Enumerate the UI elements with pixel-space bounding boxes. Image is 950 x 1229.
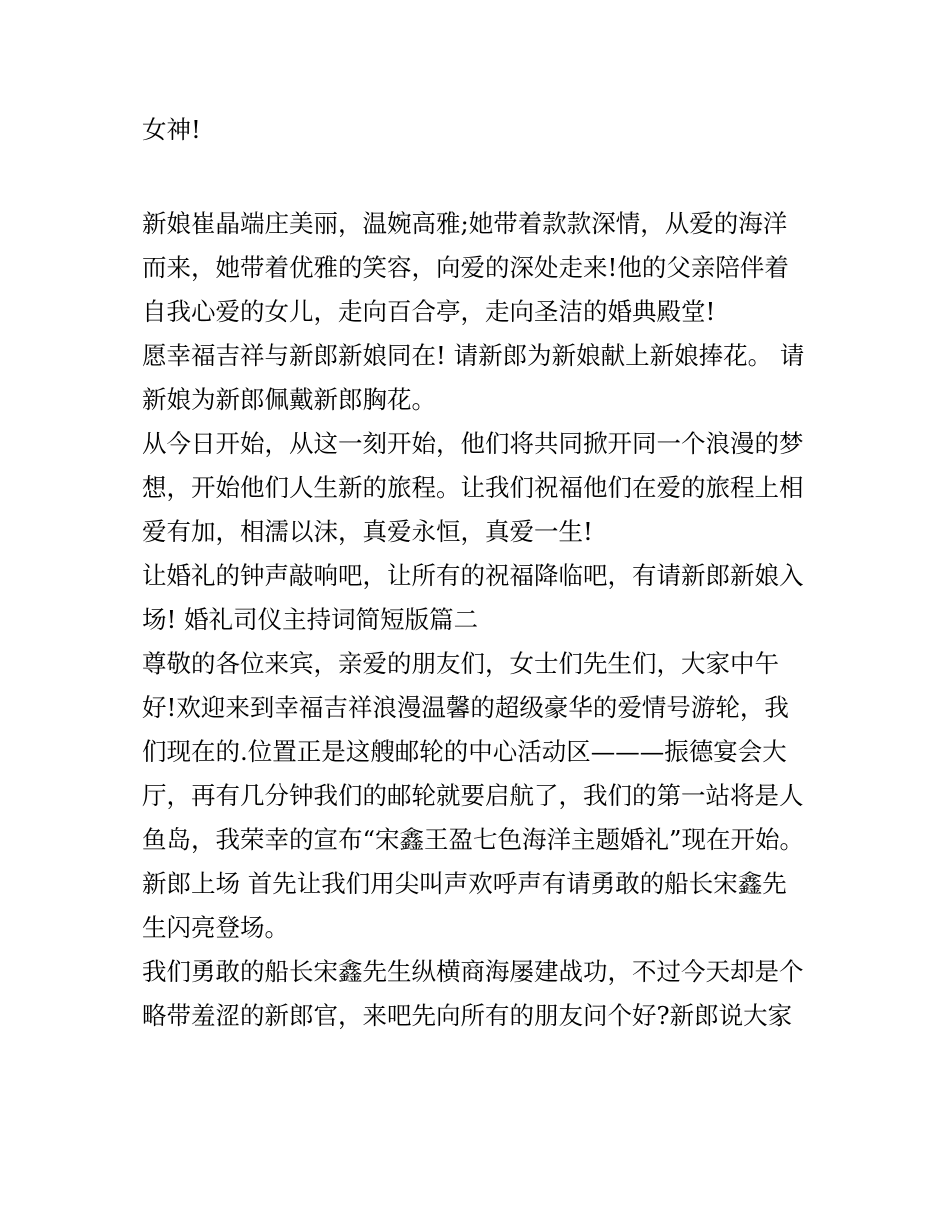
- text-line: 新娘崔晶端庄美丽，温婉高雅;她带着款款深情，从爱的海洋: [142, 209, 788, 238]
- paragraph-gap: [142, 152, 822, 202]
- text-line: 生闪亮登场。: [142, 913, 289, 942]
- text-line: 鱼岛，我荣幸的宣布“宋鑫王盈七色海洋主题婚礼”现在开始。: [142, 825, 805, 854]
- text-line: 女神!: [142, 115, 201, 144]
- text-line: 而来，她带着优雅的笑容，向爱的深处走来!他的父亲陪伴着: [142, 253, 789, 282]
- text-line: 自我心爱的女儿，走向百合亭，走向圣洁的婚典殿堂!: [142, 297, 716, 326]
- text-line: 从今日开始，从这一刻开始，他们将共同掀开同一个浪漫的梦: [142, 429, 804, 458]
- text-line: 尊敬的各位来宾，亲爱的朋友们，女士们先生们，大家中午: [142, 649, 779, 678]
- document-body: [142, 108, 822, 1038]
- text-line: 新娘为新郎佩戴新郎胸花。: [142, 385, 436, 414]
- text-line: 略带羞涩的新郎官，来吧先向所有的朋友问个好?新郎说大家: [142, 1001, 793, 1030]
- text-line: 我们勇敢的船长宋鑫先生纵横商海屡建战功，不过今天却是个: [142, 957, 804, 986]
- text-line: 想，开始他们人生新的旅程。让我们祝福他们在爱的旅程上相: [142, 473, 804, 502]
- text-line: 场! 婚礼司仪主持词简短版篇二: [142, 605, 479, 634]
- text-line: 爱有加，相濡以沫，真爱永恒，真爱一生!: [142, 517, 593, 546]
- text-line: 们现在的.位置正是这艘邮轮的中心活动区———振德宴会大: [142, 737, 787, 766]
- text-line: 愿幸福吉祥与新郎新娘同在! 请新郎为新娘献上新娘捧花。 请: [142, 341, 805, 370]
- text-line: 好!欢迎来到幸福吉祥浪漫温馨的超级豪华的爱情号游轮，我: [142, 693, 789, 722]
- text-line: 厅，再有几分钟我们的邮轮就要启航了，我们的第一站将是人: [142, 781, 804, 810]
- text-line: 让婚礼的钟声敲响吧，让所有的祝福降临吧，有请新郎新娘入: [142, 561, 804, 590]
- text-line: 新郎上场 首先让我们用尖叫声欢呼声有请勇敢的船长宋鑫先: [142, 869, 787, 898]
